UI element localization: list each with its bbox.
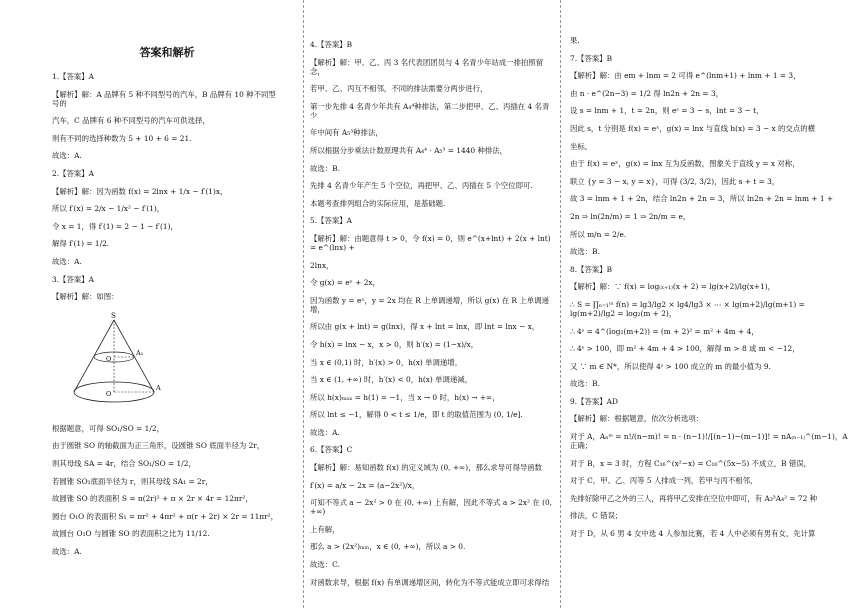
text-line: 【解析】解：如图： <box>52 292 119 302</box>
text-line: 由于 f(x) = eˣ，g(x) = lnx 互为反函数，图象关于直线 y = x 对称， <box>570 159 800 169</box>
col1-lines-2 <box>52 424 282 556</box>
text-line: 故选：C. <box>310 560 340 570</box>
text-line: 故选：B. <box>570 247 600 257</box>
text-line: 故圆台 O₁O 与圆锥 SO 的表面积之比为 11/12. <box>52 529 210 539</box>
text-line: 果. <box>570 36 580 45</box>
text-line: 7.【答案】B <box>570 53 613 63</box>
text-line: 1.【答案】A <box>52 72 94 81</box>
text-line: 【解析】解：易知函数 f(x) 的定义域为 (0, +∞)，那么求导可得导函数 <box>310 463 543 473</box>
text-line: 【解析】解：∵ f(x) = log₍ₓ₊₁₎(x + 2) = lg(x+2)/lg(x+1)， <box>570 282 775 292</box>
text-line: 排法，C 错误； <box>570 511 623 521</box>
text-line: 坐标， <box>570 141 593 151</box>
text-line: 2.【答案】A <box>52 168 94 178</box>
text-line: 4.【答案】B <box>310 40 353 49</box>
text-line: 故圆锥 SO 的表面积 S = π(2r)² + π × 2r × 4r = 12πr²， <box>52 494 253 504</box>
text-line: 若圆锥 SO₁底面半径为 r，则其母线 SA₁ = 2r， <box>52 476 213 486</box>
text-line: 设 s = lnm + 1，t = 2n，则 eˢ = 3 − s，lnt = 3 − t， <box>570 106 764 116</box>
text-line: 所以 h(x)ₘₐₓ = h(1) = −1，当 x → 0 时，h(x) → +∞， <box>310 392 500 402</box>
text-line: 根据题意，可得 SO₁/SO = 1/2， <box>52 423 164 433</box>
text-line: 对于 D，从 6 男 4 女中选 4 人参加比赛，若 4 人中必须有男有女，先计算 <box>570 529 816 539</box>
text-line: 若甲、乙、丙互不相邻，不同的排法需要分两步进行， <box>310 84 488 94</box>
text-line: 令 x = 1，得 f′(1) = 2 − 1 − f′(1)， <box>52 221 178 231</box>
text-line: 先排 4 名青少年产生 5 个空位，再把甲、乙、丙插在 5 个空位即可. <box>310 181 533 191</box>
text-line: ∴ 4ˢ = 4^(log₂(m+2)) = (m + 2)² = m² + 4m + 4， <box>570 326 759 336</box>
text-line: 那么 a > (2x²)ₘᵢₙ，x ∈ (0, +∞)，所以 a > 0. <box>310 542 466 552</box>
text-line: 由 n · e^(2n−3) = 1/2 得 ln2n + 2n = 3， <box>570 88 724 98</box>
text-line: 圆台 O₁O 的表面积 S₁ = πr² + 4πr² + π(r + 2r) × 2r = 11πr²， <box>52 511 279 521</box>
text-line: 对于 B，x = 3 时，方程 C₁₆^(x²−x) = C₁₆^(5x−5) 不成立，B 错误， <box>570 458 812 468</box>
text-line: 上有解， <box>310 524 340 534</box>
cone-right-edge <box>114 320 154 392</box>
text-line: 所以根据分步乘法计数原理共有 A₄⁴ · A₅³ = 1440 种排法， <box>310 145 508 155</box>
column-3 <box>562 0 860 608</box>
text-line: 对于 A，Aₙᵐ = n!/(n−m)! = n · (n−1)!/[(n−1)−(m−1)]! = nA₍ₙ₋₁₎^(m−1)，A 正确； <box>570 432 848 451</box>
cone-figure <box>62 312 172 412</box>
text-line: 又 ∵ m ∈ N*，所以使得 4ˢ > 100 成立的 m 的最小值为 9. <box>570 361 771 371</box>
text-line: 【解析】解：根据题意，依次分析选项： <box>570 414 704 424</box>
text-line: 可知不等式 a − 2x² > 0 在 (0, +∞) 上有解，因此不等式 a > 2x² 在 (0, +∞) <box>310 498 553 517</box>
col1-lines <box>52 72 282 301</box>
text-line: 故选：B. <box>570 379 600 389</box>
label-o: O <box>106 389 112 398</box>
column-2 <box>303 0 561 608</box>
text-line: 【解析】解：由 em + lnm = 2 可得 e^(lnm+1) + lnm + 1 = 3， <box>570 71 801 81</box>
text-line: 所以 lnt ≤ −1，解得 0 < t ≤ 1/e，即 t 的取值范围为 (0, 1/e]. <box>310 410 523 420</box>
text-line: 当 x ∈ (1, +∞) 时，h′(x) < 0，h(x) 单调递减， <box>310 375 473 385</box>
text-line: ∴ 4ˢ > 100，即 m² + 4m + 4 > 100，解得 m > 8 或 m < −12， <box>570 344 800 354</box>
text-line: 本题考查排列组合的实际应用，是基础题. <box>310 198 446 208</box>
text-line: 故选：A. <box>310 427 340 437</box>
text-line: 9.【答案】AD <box>570 396 618 406</box>
text-line: 则其母线 SA = 4r，结合 SO₁/SO = 1/2， <box>52 458 196 468</box>
text-line: f′(x) = a/x − 2x = (a−2x²)/x， <box>310 480 420 490</box>
text-line: 所以 f′(x) = 2/x − 1/x² − f′(1)， <box>52 204 165 214</box>
text-line: 3.【答案】A <box>52 274 94 284</box>
label-a: A <box>156 383 161 392</box>
text-line: 【解析】解：甲、乙、丙 3 名代表团团员与 4 名青少年站成一排拍照留念， <box>310 57 544 76</box>
text-line: 【解析】解：因为函数 f(x) = 2lnx + 1/x − f′(1)x， <box>52 186 228 196</box>
text-line: 故选：A. <box>52 151 82 161</box>
text-line: 故选：A. <box>52 546 82 556</box>
text-line: 则有不同的选择种数为 5 + 10 + 6 = 21. <box>52 133 192 143</box>
label-s: S <box>111 311 116 320</box>
text-line: 2n ⇒ ln(2n/m) = 1 ⇒ 2n/m = e， <box>570 211 691 221</box>
text-line: 先排好除甲乙之外的三人，再将甲乙安排在空位中即可，有 A₃³A₄² = 72 种 <box>570 493 818 503</box>
page-title: 答案和解析 <box>139 46 195 59</box>
text-line: 年中间有 A₅³种排法， <box>310 128 383 138</box>
text-line: 因为函数 y = eˣ，y = 2x 均在 R 上单调递增，所以 g(x) 在 R 上单调递增， <box>310 295 549 314</box>
text-line: 【解析】解：A 品牌有 5 种不同型号的汽车，B 品牌有 10 种不同型号的 <box>52 89 276 108</box>
text-line: 当 x ∈ (0,1) 时，h′(x) > 0，h(x) 单调递增， <box>310 357 463 367</box>
text-line: 6.【答案】C <box>310 445 353 455</box>
text-line: 故 3 = lnm + 1 + 2n，结合 ln2n + 2n = 3，所以 ln2n + 2n = lnm + 1 + <box>570 194 834 204</box>
text-line: 故选：A. <box>52 256 82 266</box>
column-1 <box>0 0 290 608</box>
text-line: 【解析】解：由题意得 t > 0，令 f(x) = 0，则 e^(x+lnt) + 2(x + lnt) = e^(lnx) + <box>310 233 551 252</box>
text-line: 对于 C，甲、乙、丙等 5 人排成一列，若甲与丙不相邻， <box>570 476 758 486</box>
text-line: 因此 s，t 分别是 f(x) = eˣ，g(x) = lnx 与直线 h(x) = 3 − x 的交点的横 <box>570 123 815 133</box>
text-line: 所以由 g(x + lnt) = g(lnx)，得 x + lnt = lnx，即 lnt = lnx − x， <box>310 322 540 332</box>
text-line: 5.【答案】A <box>310 216 352 226</box>
text-line: 8.【答案】B <box>570 264 613 274</box>
text-line: 故选：B. <box>310 163 340 173</box>
text-line: 令 g(x) = eˣ + 2x， <box>310 278 380 288</box>
text-line: 由于圆锥 SO 的轴截面为正三角形，设圆锥 SO 底面半径为 2r， <box>52 441 265 451</box>
text-line: 汽车，C 品牌有 6 种不同型号的汽车可供选择， <box>52 116 210 126</box>
label-o1: O <box>106 354 112 363</box>
label-a1: A₁ <box>136 348 144 357</box>
text-line: 令 h(x) = lnx − x，x > 0，则 h′(x) = (1−x)/x， <box>310 339 479 349</box>
text-line: ∴ S = ∏ₙ₌₁ᵐ f(n) = lg3/lg2 × lg4/lg3 × ⋯ × lg(m+2)/lg(m+1) = lg(m+2)/lg2 = log₂(m + 2)， <box>570 299 805 318</box>
text-line: 第一步先排 4 名青少年共有 A₄⁴种排法，第二步把甲、乙、丙插在 4 名青少 <box>310 101 550 120</box>
text-line: 所以 m/n = 2/e. <box>570 229 627 239</box>
text-line: 联立 {y = 3 − x, y = x}，可得 (3/2, 3/2)，因此 s + t = 3， <box>570 176 780 186</box>
text-line: 解得 f′(1) = 1/2. <box>52 239 110 249</box>
text-line: 对函数求导，根据 f(x) 有单调递增区间，转化为不等式能成立即可求得结 <box>310 577 550 587</box>
text-line: 2lnx， <box>310 260 334 270</box>
